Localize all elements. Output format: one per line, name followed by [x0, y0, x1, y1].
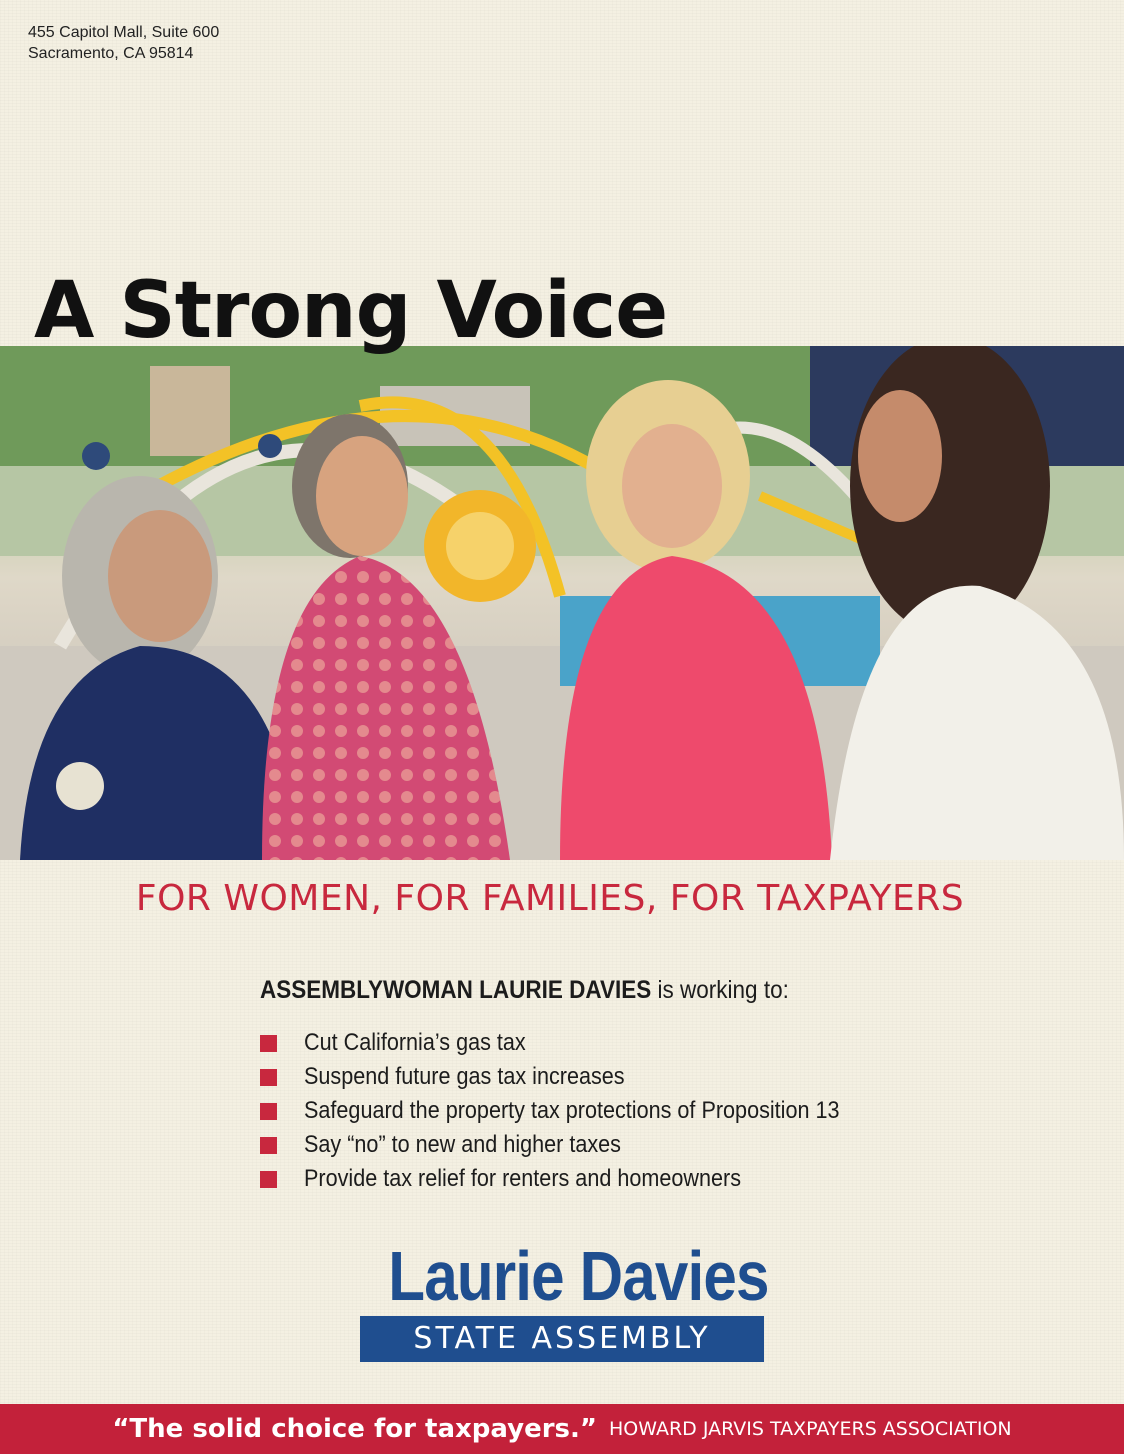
- campaign-photo-illustration: [0, 346, 1124, 860]
- bullet-square-icon: [260, 1171, 277, 1188]
- tagline: FOR WOMEN, FOR FAMILIES, FOR TAXPAYERS: [135, 878, 965, 919]
- headline: A Strong Voice: [34, 266, 668, 356]
- logo-office: STATE ASSEMBLY: [360, 1316, 764, 1362]
- list-item: [260, 1162, 899, 1196]
- candidate-title: ASSEMBLYWOMAN LAURIE DAVIES: [260, 976, 652, 1004]
- bullet-square-icon: [260, 1137, 277, 1154]
- list-item: [260, 1060, 899, 1094]
- list-item-text: Safeguard the property tax protections of Proposition 13: [304, 1097, 840, 1124]
- list-item: [260, 1128, 899, 1162]
- endorsement-quote: “The solid choice for taxpayers.”: [112, 1414, 597, 1444]
- list-item: [260, 1094, 899, 1128]
- list-item-text: Provide tax relief for renters and homeowners: [304, 1165, 742, 1192]
- bullet-square-icon: [260, 1035, 277, 1052]
- intro-rest: is working to:: [651, 976, 789, 1004]
- campaign-photo: [0, 346, 1124, 860]
- endorsement-source: HOWARD JARVIS TAXPAYERS ASSOCIATION: [608, 1418, 1012, 1440]
- logo-name: Laurie Davies: [388, 1237, 769, 1315]
- list-item: [260, 1026, 899, 1060]
- priority-list: [260, 1026, 899, 1196]
- return-address: [28, 22, 219, 64]
- campaign-logo: [360, 1237, 769, 1362]
- address-line-1: 455 Capitol Mall, Suite 600: [28, 24, 220, 41]
- intro-line: [260, 976, 789, 1005]
- list-item-text: Say “no” to new and higher taxes: [304, 1131, 621, 1158]
- address-line-2: Sacramento, CA 95814: [28, 45, 194, 62]
- bullet-square-icon: [260, 1103, 277, 1120]
- bullet-square-icon: [260, 1069, 277, 1086]
- list-item-text: Cut California’s gas tax: [304, 1029, 526, 1056]
- list-item-text: Suspend future gas tax increases: [304, 1063, 625, 1090]
- footer-endorsement: [0, 1404, 1124, 1454]
